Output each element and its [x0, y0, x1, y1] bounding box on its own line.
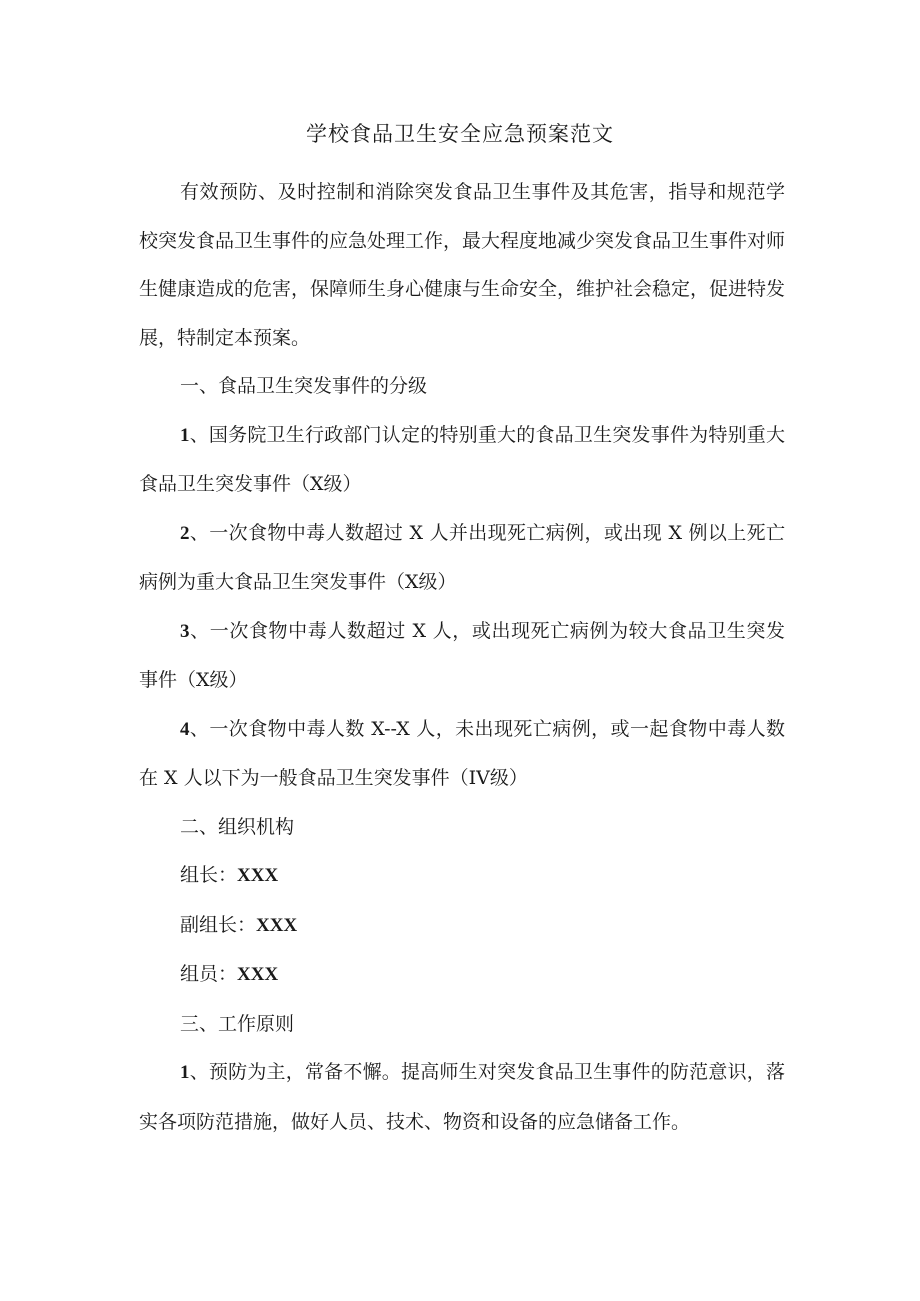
item-number: 1	[180, 1062, 190, 1083]
item-text: 、一次食物中毒人数超过 X 人，或出现死亡病例为较大食品卫生突发事件（X级）	[139, 619, 785, 691]
item-text: 、国务院卫生行政部门认定的特别重大的食品卫生突发事件为特别重大食品卫生突发事件（X级）	[139, 423, 785, 495]
item-number: 3	[180, 620, 190, 642]
document-title: 学校食品卫生安全应急预案范文	[306, 122, 614, 146]
section1-item-1	[139, 411, 785, 509]
item-number: 2	[180, 522, 190, 544]
section3-heading: 三、工作原则	[180, 1012, 295, 1035]
item-number: 1	[180, 424, 190, 446]
item-text: 、预防为主，常备不懈。提高师生对突发食品卫生事件的防范意识，落实各项防范措施，做好人员、技术、物资和设备的应急储备工作。	[139, 1061, 785, 1133]
item-text: 、一次食物中毒人数超过 X 人并出现死亡病例，或出现 X 例以上死亡病例为重大食品卫生突发事件（X级）	[139, 521, 785, 593]
section2-heading: 二、组织机构	[180, 815, 295, 838]
deputy-line	[139, 901, 785, 951]
section1-item-2	[139, 509, 785, 607]
section1-item-4	[139, 705, 785, 803]
deputy-label: 副组长：	[180, 913, 257, 936]
section1-item-3	[139, 607, 785, 705]
member-line	[139, 950, 785, 1000]
item-number: 4	[180, 718, 190, 740]
leader-label: 组长：	[180, 864, 238, 886]
deputy-value: XXX	[256, 914, 298, 936]
intro-paragraph: 有效预防、及时控制和消除突发食品卫生事件及其危害，指导和规范学校突发食品卫生事件的应急处理工作，最大程度地减少突发食品卫生事件对师生健康造成的危害，保障师生身心健康与生命安全，维护社会稳定，促进特发展，特制定本预案。	[139, 181, 786, 349]
member-value: XXX	[237, 964, 279, 985]
section1-heading: 一、食品卫生突发事件的分级	[180, 375, 428, 397]
leader-line	[139, 851, 785, 901]
leader-value: XXX	[237, 865, 279, 886]
item-text: 、一次食物中毒人数 X--X 人，未出现死亡病例，或一起食物中毒人数在 X 人以下为一般食品卫生突发事件（IV级）	[139, 717, 785, 789]
section3-item-1	[139, 1048, 785, 1146]
member-label: 组员：	[180, 963, 238, 985]
document-body	[139, 168, 785, 1146]
